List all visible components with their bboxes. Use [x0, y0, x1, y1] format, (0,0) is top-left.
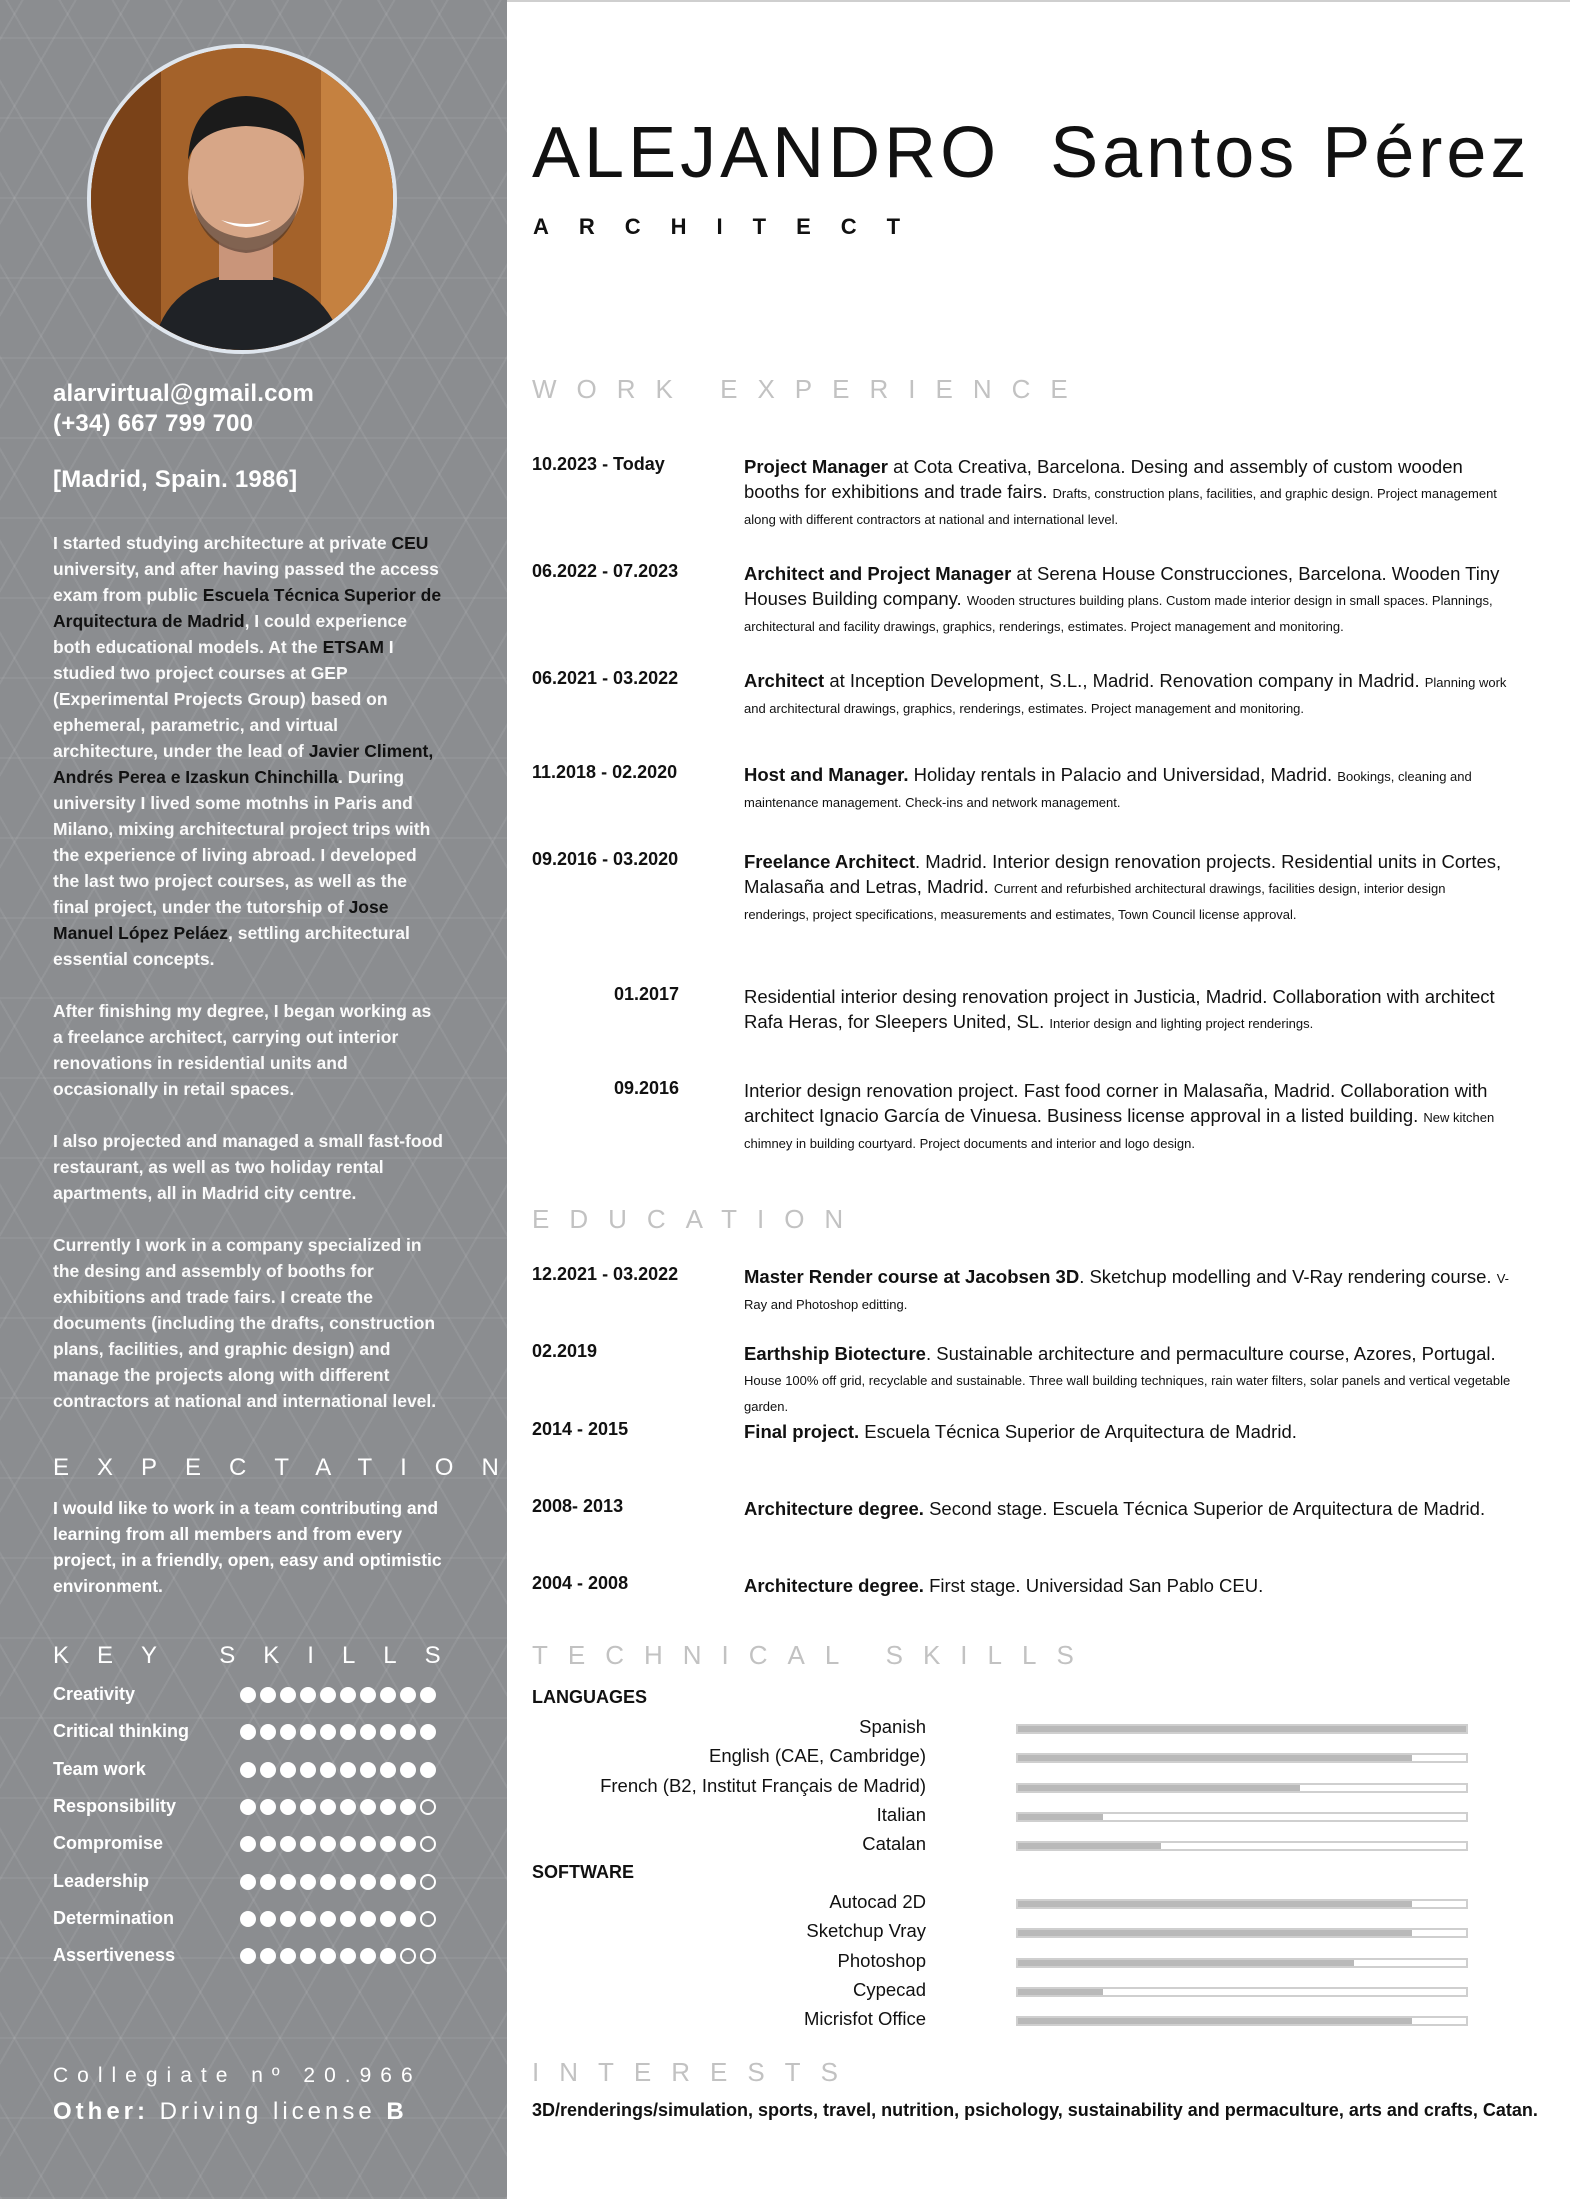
- filled-dot-icon: [340, 1948, 356, 1964]
- software-row: [532, 1979, 1532, 2007]
- filled-dot-icon: [260, 1836, 276, 1852]
- entry-description: [744, 454, 1512, 531]
- skill-name: Determination: [53, 1907, 175, 1928]
- level-bar: [1016, 1899, 1468, 1909]
- filled-dot-icon: [360, 1724, 376, 1740]
- level-bar: [1016, 1753, 1468, 1763]
- level-bar-fill: [1018, 1901, 1412, 1907]
- entry-text: First stage. Universidad San Pablo CEU.: [923, 1575, 1264, 1596]
- filled-dot-icon: [260, 1911, 276, 1927]
- filled-dot-icon: [240, 1874, 256, 1890]
- level-bar: [1016, 1783, 1468, 1793]
- level-bar-fill: [1018, 1960, 1354, 1966]
- technical-skills-heading: TECHNICAL SKILLS: [532, 1640, 1094, 1670]
- entry-description: [744, 1496, 1512, 1521]
- filled-dot-icon: [300, 1911, 316, 1927]
- entry-text: at Serena House Construcciones, Barcelona. Wooden Tiny Houses Building company.: [744, 563, 1500, 609]
- entry-details: Wooden structures building plans. Custom made interior design in small spaces. Plannings, architectural and facility drawings, graphics, renderings, estimates. Project management and monitoring.: [744, 593, 1493, 634]
- entry-date: 10.2023 - Today: [532, 454, 665, 474]
- level-bar: [1016, 1928, 1468, 1938]
- filled-dot-icon: [360, 1762, 376, 1778]
- entry-description: [744, 849, 1512, 926]
- filled-dot-icon: [240, 1948, 256, 1964]
- level-bar-fill: [1018, 1989, 1103, 1995]
- entry-title: Architect: [744, 670, 825, 691]
- skill-name: Creativity: [53, 1684, 136, 1704]
- language-name: Catalan: [862, 1833, 926, 1855]
- filled-dot-icon: [360, 1911, 376, 1927]
- entry-text: at Inception Development, S.L., Madrid. Renovation company in Madrid.: [824, 670, 1425, 691]
- bio-highlight: Jose Manuel López Peláez: [53, 897, 389, 943]
- entry-title: Project Manager: [744, 456, 888, 477]
- software-name: Micrisfot Office: [804, 2008, 926, 2030]
- bio-text: I also projected and managed a small fast-food restaurant, as well as two holiday rental apartments, all in Madrid city centre.: [53, 1131, 443, 1203]
- entry-text: Escuela Técnica Superior de Arquitectura de Madrid.: [859, 1421, 1297, 1442]
- skill-row: [53, 1833, 443, 1859]
- filled-dot-icon: [380, 1687, 396, 1703]
- entry-date: 02.2019: [532, 1341, 598, 1361]
- filled-dot-icon: [280, 1762, 296, 1778]
- entry-details: Drafts, construction plans, facilities, and graphic design. Project management along with different contractors at national and international level.: [744, 486, 1497, 527]
- bio-text: university, and after having passed the access exam from public: [53, 559, 439, 605]
- filled-dot-icon: [300, 1836, 316, 1852]
- collegiate-number: Collegiate nº 20.966: [53, 2064, 422, 2087]
- software-name: Autocad 2D: [829, 1891, 926, 1912]
- empty-dot-icon: [420, 1948, 436, 1964]
- filled-dot-icon: [400, 1687, 416, 1703]
- level-bar: [1016, 1724, 1468, 1734]
- filled-dot-icon: [280, 1911, 296, 1927]
- software-row: [532, 1920, 1532, 1948]
- skill-rating: [240, 1874, 436, 1890]
- level-bar: [1016, 1812, 1468, 1822]
- entry-details: Interior design and lighting project renderings.: [1049, 1016, 1314, 1031]
- filled-dot-icon: [320, 1836, 336, 1852]
- other-label: Other:: [53, 2098, 149, 2125]
- empty-dot-icon: [420, 1874, 436, 1890]
- entry-description: [744, 762, 1512, 814]
- key-skills-heading: KEY SKILLS: [53, 1642, 469, 1669]
- empty-dot-icon: [420, 1799, 436, 1815]
- filled-dot-icon: [300, 1948, 316, 1964]
- filled-dot-icon: [260, 1687, 276, 1703]
- software-label: SOFTWARE: [532, 1862, 634, 1882]
- entry-description: [744, 1078, 1512, 1155]
- language-row: [532, 1804, 1532, 1832]
- filled-dot-icon: [320, 1799, 336, 1815]
- filled-dot-icon: [360, 1836, 376, 1852]
- entry-description: [744, 1573, 1512, 1598]
- filled-dot-icon: [340, 1762, 356, 1778]
- entry-date: 06.2022 - 07.2023: [532, 561, 679, 581]
- filled-dot-icon: [340, 1836, 356, 1852]
- entry-date: 01.2017: [614, 984, 680, 1004]
- filled-dot-icon: [380, 1724, 396, 1740]
- entry-description: [744, 1264, 1512, 1316]
- filled-dot-icon: [340, 1911, 356, 1927]
- empty-dot-icon: [400, 1948, 416, 1964]
- filled-dot-icon: [360, 1799, 376, 1815]
- first-name: ALEJANDRO: [532, 113, 1001, 193]
- filled-dot-icon: [260, 1762, 276, 1778]
- entry-description: [744, 668, 1512, 720]
- bio-highlight: CEU: [391, 533, 429, 553]
- bio-text: Currently I work in a company specialized in the desing and assembly of booths for exhibitions and trade fairs. I create the documents (including the drafts, construction plans, facilities, and graphic design) and manage the projects along with different contractors at national and international level.: [53, 1235, 437, 1411]
- other-info: [53, 2098, 408, 2126]
- entry-details: Bookings, cleaning and maintenance management. Check-ins and network management.: [744, 769, 1472, 810]
- filled-dot-icon: [240, 1836, 256, 1852]
- full-name: [532, 112, 1530, 194]
- filled-dot-icon: [340, 1799, 356, 1815]
- entry-text: . Sketchup modelling and V-Ray rendering course.: [1079, 1266, 1497, 1287]
- level-bar-fill: [1018, 2018, 1412, 2024]
- languages-label: LANGUAGES: [532, 1687, 648, 1707]
- filled-dot-icon: [380, 1799, 396, 1815]
- skill-row: [53, 1684, 443, 1710]
- skill-name: Team work: [53, 1758, 146, 1779]
- skill-rating: [240, 1762, 436, 1778]
- filled-dot-icon: [420, 1687, 436, 1703]
- other-value: B: [386, 2098, 408, 2125]
- entry-description: [744, 561, 1512, 638]
- filled-dot-icon: [380, 1874, 396, 1890]
- filled-dot-icon: [240, 1687, 256, 1703]
- entry-details: New kitchen chimney in building courtyard. Project documents and interior and logo design.: [744, 1110, 1495, 1151]
- entry-date: 09.2016: [614, 1078, 680, 1098]
- skill-name: Responsibility: [53, 1795, 177, 1816]
- entry-details: V-Ray and Photoshop editting.: [744, 1271, 1509, 1312]
- filled-dot-icon: [400, 1724, 416, 1740]
- level-bar-fill: [1018, 1814, 1103, 1820]
- bio-text: , settling architectural essential concepts.: [53, 923, 410, 969]
- email[interactable]: alarvirtual@gmail.com: [53, 380, 315, 407]
- language-row: [532, 1745, 1532, 1773]
- entry-date: 2008- 2013: [532, 1496, 624, 1516]
- language-row: [532, 1775, 1532, 1803]
- skill-name: Leadership: [53, 1870, 150, 1891]
- expectations-heading: EXPECTATIONS: [53, 1454, 571, 1481]
- filled-dot-icon: [300, 1724, 316, 1740]
- software-row: [532, 2008, 1532, 2036]
- profile-photo: [87, 44, 397, 354]
- entry-details: Planning work and architectural drawings, graphics, renderings, estimates. Project management and monitoring.: [744, 675, 1507, 716]
- filled-dot-icon: [340, 1687, 356, 1703]
- entry-date: 09.2016 - 03.2020: [532, 849, 679, 869]
- language-name: English (CAE, Cambridge): [709, 1745, 926, 1767]
- entry-date: 2004 - 2008: [532, 1573, 629, 1593]
- bio-text: I started studying architecture at private: [53, 533, 392, 553]
- filled-dot-icon: [340, 1724, 356, 1740]
- filled-dot-icon: [280, 1948, 296, 1964]
- bio-highlight: ETSAM: [322, 637, 384, 657]
- filled-dot-icon: [300, 1687, 316, 1703]
- avatar: [91, 48, 397, 354]
- skill-row: [53, 1945, 443, 1971]
- entry-text: . Sustainable architecture and permaculture course, Azores, Portugal.: [925, 1343, 1496, 1364]
- filled-dot-icon: [380, 1911, 396, 1927]
- filled-dot-icon: [280, 1687, 296, 1703]
- interests-heading: INTERESTS: [532, 2057, 858, 2087]
- level-bar-fill: [1018, 1785, 1300, 1791]
- other-text: Driving license: [149, 2098, 387, 2125]
- entry-title: Architecture degree.: [744, 1498, 924, 1519]
- skill-rating: [240, 1836, 436, 1852]
- language-name: Italian: [876, 1803, 926, 1825]
- empty-dot-icon: [420, 1836, 436, 1852]
- filled-dot-icon: [320, 1911, 336, 1927]
- bio-paragraph: [53, 1128, 443, 1206]
- skill-row: [53, 1759, 443, 1785]
- filled-dot-icon: [360, 1687, 376, 1703]
- filled-dot-icon: [240, 1762, 256, 1778]
- filled-dot-icon: [260, 1874, 276, 1890]
- entry-title: Host and Manager.: [744, 764, 909, 785]
- location: [Madrid, Spain. 1986]: [53, 466, 298, 493]
- filled-dot-icon: [300, 1762, 316, 1778]
- software-row: [532, 1950, 1532, 1978]
- level-bar-fill: [1018, 1755, 1412, 1761]
- level-bar-fill: [1018, 1726, 1466, 1732]
- skill-row: [53, 1908, 443, 1934]
- level-bar: [1016, 1841, 1468, 1851]
- software-row: [532, 1891, 1532, 1919]
- entry-details: Current and refurbished architectural drawings, facilities design, interior design renderings, project specifications, measurements and estimates, Town Council license approval.: [744, 881, 1446, 922]
- entry-date: 11.2018 - 02.2020: [532, 762, 678, 782]
- bio-paragraph: [53, 1232, 443, 1414]
- skill-rating: [240, 1724, 436, 1740]
- entry-date: 2014 - 2015: [532, 1419, 629, 1439]
- skill-name: Assertiveness: [53, 1945, 176, 1966]
- skill-name: Critical thinking: [53, 1721, 190, 1742]
- filled-dot-icon: [420, 1724, 436, 1740]
- filled-dot-icon: [400, 1799, 416, 1815]
- entry-text: Holiday rentals in Palacio and Universidad, Madrid.: [908, 764, 1338, 785]
- skill-row: [53, 1871, 443, 1897]
- empty-dot-icon: [420, 1911, 436, 1927]
- filled-dot-icon: [360, 1874, 376, 1890]
- skill-rating: [240, 1687, 436, 1703]
- filled-dot-icon: [240, 1799, 256, 1815]
- entry-title: Master Render course at Jacobsen 3D: [744, 1266, 1080, 1287]
- entry-details: House 100% off grid, recyclable and sustainable. Three wall building techniques, rain water filters, solar panels and vertical vegetable garden.: [744, 1373, 1511, 1414]
- entry-text: . Madrid. Interior design renovation projects. Residential units in Cortes, Malasaña and Letras, Madrid.: [744, 851, 1502, 897]
- language-row: [532, 1833, 1532, 1861]
- bio-paragraph: [53, 998, 443, 1102]
- profession: ARCHITECT: [533, 214, 931, 239]
- filled-dot-icon: [300, 1799, 316, 1815]
- entry-title: Architect and Project Manager: [744, 563, 1012, 584]
- filled-dot-icon: [400, 1874, 416, 1890]
- level-bar-fill: [1018, 1843, 1161, 1849]
- bio-text: I studied two project courses at GEP (Experimental Projects Group) based on ephemeral, parametric, and virtual architecture, under the lead of: [53, 637, 394, 761]
- filled-dot-icon: [320, 1948, 336, 1964]
- bio-highlight: Javier Climent, Andrés Perea e Izaskun Chinchilla: [53, 741, 434, 787]
- language-name: Spanish: [859, 1716, 926, 1737]
- interests-text: 3D/renderings/simulation, sports, travel, nutrition, psichology, sustainability and permaculture, arts and crafts, Catan.: [532, 2100, 1538, 2120]
- entry-title: Earthship Biotecture: [744, 1343, 926, 1364]
- language-name: French (B2, Institut Français de Madrid): [600, 1774, 926, 1796]
- software-name: Photoshop: [837, 1949, 926, 1971]
- entry-text: Second stage. Escuela Técnica Superior de Arquitectura de Madrid.: [923, 1498, 1486, 1519]
- filled-dot-icon: [380, 1762, 396, 1778]
- bio-text: , I could experience both educational models. At the: [53, 611, 407, 657]
- filled-dot-icon: [340, 1874, 356, 1890]
- work-experience-heading: WORK EXPERIENCE: [532, 374, 1088, 404]
- filled-dot-icon: [260, 1948, 276, 1964]
- filled-dot-icon: [320, 1874, 336, 1890]
- phone[interactable]: (+34) 667 799 700: [53, 410, 254, 437]
- bio-text: After finishing my degree, I began working as a freelance architect, carrying out interior renovations in residential units and occasionally in retail spaces.: [53, 1001, 432, 1099]
- entry-date: 06.2021 - 03.2022: [532, 668, 679, 688]
- skill-rating: [240, 1911, 436, 1927]
- filled-dot-icon: [380, 1836, 396, 1852]
- skill-rating: [240, 1799, 436, 1815]
- filled-dot-icon: [300, 1874, 316, 1890]
- bio-text: . During university I lived some motnhs in Paris and Milano, mixing architectural project trips with the experience of living abroad. I developed the last two project courses, as well as the final project, under the tutorship of: [53, 767, 431, 917]
- skill-row: [53, 1721, 443, 1747]
- entry-text: Residential interior desing renovation project in Justicia, Madrid. Collaboration with architect Rafa Heras, for Sleepers United, SL.: [744, 986, 1495, 1032]
- filled-dot-icon: [420, 1762, 436, 1778]
- entry-date: 12.2021 - 03.2022: [532, 1264, 679, 1284]
- filled-dot-icon: [260, 1799, 276, 1815]
- filled-dot-icon: [400, 1911, 416, 1927]
- entry-description: [744, 1341, 1512, 1418]
- level-bar: [1016, 1958, 1468, 1968]
- bio: [53, 530, 443, 1440]
- skill-rating: [240, 1948, 436, 1964]
- entry-text: at Cota Creativa, Barcelona. Desing and assembly of custom wooden booths for exhibitions and trade fairs.: [744, 456, 1463, 502]
- filled-dot-icon: [320, 1762, 336, 1778]
- filled-dot-icon: [240, 1911, 256, 1927]
- bio-paragraph: [53, 530, 443, 972]
- entry-text: Interior design renovation project. Fast food corner in Malasaña, Madrid. Collaboration with architect Ignacio García de Vinuesa. Business license approval in a listed building.: [744, 1080, 1488, 1126]
- filled-dot-icon: [380, 1948, 396, 1964]
- software-name: Cypecad: [852, 1978, 926, 2000]
- filled-dot-icon: [280, 1874, 296, 1890]
- level-bar: [1016, 2016, 1468, 2026]
- entry-title: Architecture degree.: [744, 1575, 924, 1596]
- filled-dot-icon: [280, 1836, 296, 1852]
- filled-dot-icon: [360, 1948, 376, 1964]
- top-divider: [507, 0, 1570, 2]
- entry-title: Final project.: [744, 1421, 860, 1442]
- software-name: Sketchup Vray: [806, 1920, 926, 1942]
- level-bar-fill: [1018, 1930, 1412, 1936]
- filled-dot-icon: [400, 1762, 416, 1778]
- filled-dot-icon: [260, 1724, 276, 1740]
- entry-description: [744, 984, 1512, 1035]
- filled-dot-icon: [280, 1799, 296, 1815]
- entry-description: [744, 1419, 1512, 1444]
- education-heading: EDUCATION: [532, 1204, 864, 1234]
- skill-row: [53, 1796, 443, 1822]
- expectations-text: I would like to work in a team contributing and learning from all members and from every project, in a friendly, open, easy and optimistic environment.: [53, 1498, 442, 1596]
- filled-dot-icon: [280, 1724, 296, 1740]
- level-bar: [1016, 1987, 1468, 1997]
- last-name: Santos Pérez: [1050, 113, 1531, 193]
- filled-dot-icon: [320, 1724, 336, 1740]
- filled-dot-icon: [400, 1836, 416, 1852]
- language-row: [532, 1716, 1532, 1744]
- filled-dot-icon: [320, 1687, 336, 1703]
- filled-dot-icon: [240, 1724, 256, 1740]
- bio-highlight: Escuela Técnica Superior de Arquitectura de Madrid: [53, 585, 442, 631]
- skill-name: Compromise: [53, 1833, 164, 1854]
- entry-title: Freelance Architect: [744, 851, 916, 872]
